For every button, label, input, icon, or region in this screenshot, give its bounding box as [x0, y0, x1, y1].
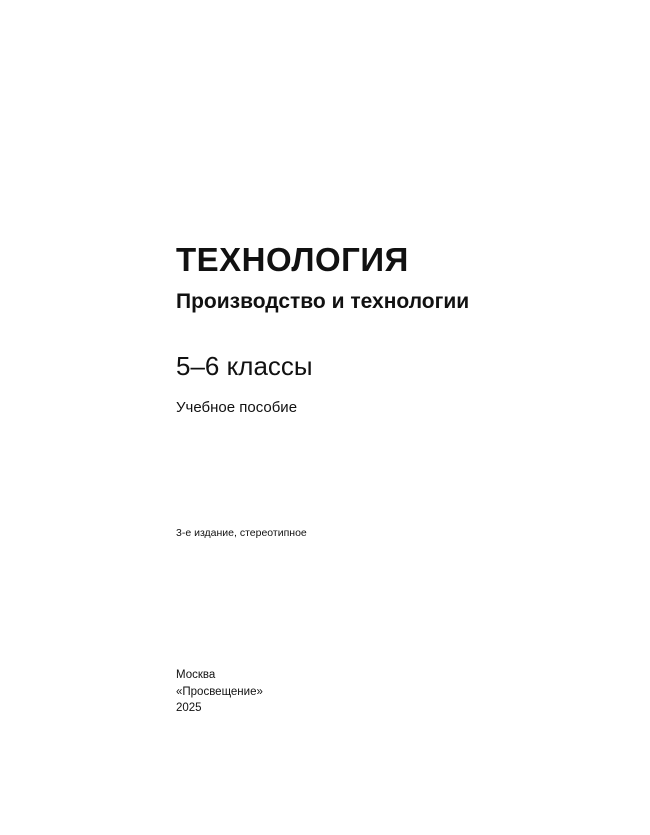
page-subtitle: Производство и технологии: [176, 289, 470, 313]
imprint-block: [176, 667, 263, 717]
grade-label: 5–6 классы: [176, 351, 313, 381]
page-title: ТЕХНОЛОГИЯ: [176, 241, 409, 278]
imprint-city: Москва: [176, 669, 216, 681]
book-type-label: Учебное пособие: [176, 398, 298, 416]
imprint-publisher: «Просвещение»: [176, 685, 263, 698]
imprint-year: 2025: [176, 702, 202, 715]
edition-note: 3-е издание, стереотипное: [176, 527, 307, 539]
title-block: [176, 243, 596, 313]
grade-block: [176, 352, 596, 417]
